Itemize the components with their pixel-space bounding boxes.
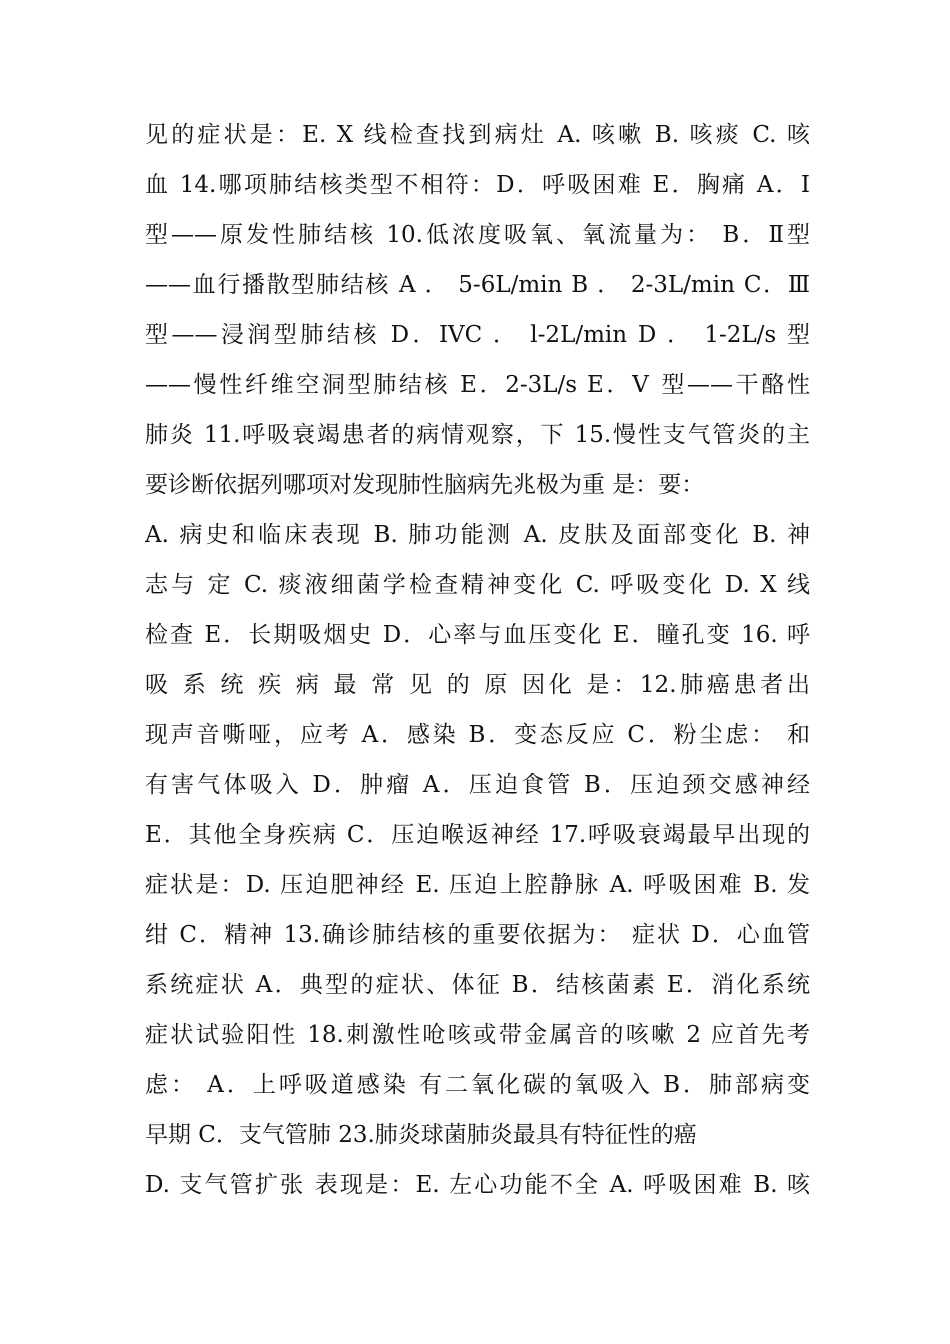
text-line: A. 病史和临床表现 B. 肺功能测 A. 皮肤及面部变化 B. 神 bbox=[145, 522, 810, 548]
body-text bbox=[145, 110, 810, 1210]
text-line: ——慢性纤维空洞型肺结核 E．2-3L/s E．Ⅴ 型——干酪性 bbox=[145, 372, 810, 398]
text-line: 现声音嘶哑，应考 A．感染 B．变态反应 C．粉尘虑： 和 bbox=[145, 722, 810, 748]
text-line: 虑： A．上呼吸道感染 有二氧化碳的氧吸入 B．肺部病变 bbox=[145, 1072, 810, 1098]
text-line: 志与 定 C. 痰液细菌学检查精神变化 C. 呼吸变化 D. X 线 bbox=[145, 572, 810, 598]
text-line: 症状是：D. 压迫肥神经 E. 压迫上腔静脉 A. 呼吸困难 B. 发 bbox=[145, 872, 810, 898]
text-line: D. 支气管扩张 表现是：E. 左心功能不全 A. 呼吸困难 B. 咳 bbox=[145, 1172, 810, 1198]
text-line: ——血行播散型肺结核 A ． 5-6L/min B ． 2-3L/min C．Ⅲ bbox=[145, 272, 810, 298]
text-line: 见的症状是：E. X 线检查找到病灶 A. 咳嗽 B. 咳痰 C. 咳 bbox=[145, 122, 810, 148]
text-line: 症状试验阳性 18.刺激性呛咳或带金属音的咳嗽 2 应首先考 bbox=[145, 1022, 810, 1048]
text-line: 吸 系 统 疾 病 最 常 见 的 原 因化 是：12.肺癌患者出 bbox=[145, 672, 810, 698]
text-line: 血 14.哪项肺结核类型不相符：D．呼吸困难 E．胸痛 A．Ⅰ bbox=[145, 172, 810, 198]
text-line: 肺炎 11.呼吸衰竭患者的病情观察，下 15.慢性支气管炎的主 bbox=[145, 422, 810, 448]
text-line: 要诊断依据列哪项对发现肺性脑病先兆极为重 是：要： bbox=[145, 472, 705, 498]
text-line: E．其他全身疾病 C．压迫喉返神经 17.呼吸衰竭最早出现的 bbox=[145, 822, 810, 848]
text-line: 有害气体吸入 D．肿瘤 A．压迫食管 B．压迫颈交感神经 bbox=[145, 772, 810, 798]
text-line: 型——浸润型肺结核 D．IVC ． l-2L/min D ． 1-2L/s 型 bbox=[145, 322, 810, 348]
text-line: 系统症状 A．典型的症状、体征 B．结核菌素 E．消化系统 bbox=[145, 972, 810, 998]
text-line: 型——原发性肺结核 10.低浓度吸氧、氧流量为： B．Ⅱ型 bbox=[145, 222, 810, 248]
text-line: 绀 C．精神 13.确诊肺结核的重要依据为： 症状 D．心血管 bbox=[145, 922, 810, 948]
text-line: 检查 E．长期吸烟史 D．心率与血压变化 E．瞳孔变 16. 呼 bbox=[145, 622, 810, 648]
text-line: 早期 C．支气管肺 23.肺炎球菌肺炎最具有特征性的癌 bbox=[145, 1122, 697, 1148]
